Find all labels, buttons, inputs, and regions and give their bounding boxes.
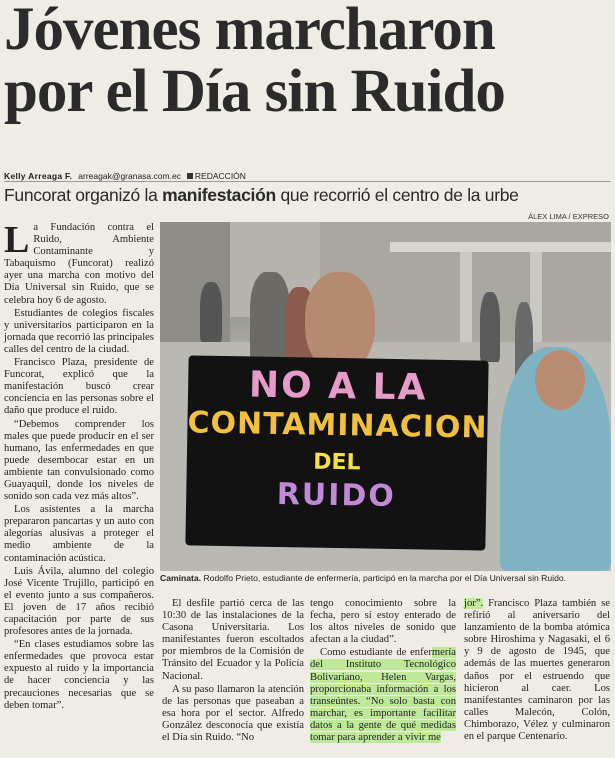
paragraph-text: a Fundación contra el Ruido, Ambiente Contaminante y Tabaquismo (Funcorat) realizó ayer una marcha con motivo del Día Universal sin Ruido, que se celebra hoy 6 de agosto.	[4, 222, 154, 306]
paragraph: tengo conocimiento sobre la fecha, pero sí estoy enterado de los altos niveles de sonido que afectan a la ciudad”.	[310, 598, 456, 646]
paragraph: Francisco Plaza, presidente de Funcorat, explicó que la manifestación buscó crear conciencia en las personas sobre el daño que produce el ruido.	[4, 357, 154, 417]
sign-line-2: CONTAMINACION	[187, 405, 488, 446]
headline-line-1: Jóvenes marcharon	[4, 0, 495, 62]
marcher-shape	[480, 292, 500, 362]
photo-credit: ÁLEX LIMA / EXPRESO	[528, 212, 609, 221]
paragraph: A su paso llamaron la atención de las personas que paseaban a esa hora por el sector. Alfredo González desconocía que existía el Día sin Ruido. “No	[162, 683, 304, 744]
marcher-shape	[200, 282, 222, 342]
marcher-shape	[250, 272, 290, 362]
highlighted-text: mería del Instituto Tecnológico Bolivariano, Helen Vargas, proporcionaba información a los transeúntes. “No solo basta con marchar, es importante facilitar datos a la gente de qué medidas tomar para aprender a vivir me	[310, 647, 456, 744]
paragraph	[4, 219, 154, 307]
subheadline-start: Funcorat organizó la	[4, 185, 163, 205]
subheadline-end: que recorrió el centro de la urbe	[275, 185, 519, 205]
byline-author: Kelly Arreaga F.	[4, 170, 73, 181]
article-column-4	[464, 598, 610, 744]
subheadline	[4, 184, 611, 206]
article-column-3	[310, 598, 456, 745]
caption-text: Rodolfo Prieto, estudiante de enfermería, participó en la marcha por el Día Universal sin Ruido.	[201, 573, 567, 583]
sign-line-3: DEL	[312, 449, 361, 476]
woman-head-shape	[535, 350, 585, 410]
byline-section	[187, 171, 246, 181]
paragraph: El desfile partió cerca de las 10:30 de las instalaciones de la Casona Universitaria. Los manifestantes fueron escoltados por miembros de la Comisión de Tránsito del Ecuador y la Policía Nacional.	[162, 598, 304, 682]
byline-email: arreagak@granasa.com.ec	[78, 170, 181, 181]
protest-sign	[185, 355, 488, 550]
paragraph: “Debemos comprender los males que puede producir en el ser humano, las enfermedades en que puede desembocar estar en un ambiente tan convulsionado como Guayaquil, donde los niveles de sonido son cada vez más altos”.	[4, 418, 154, 503]
square-bullet-icon	[187, 173, 193, 179]
paragraph: Estudiantes de colegios fiscales y universitarios participaron en la jornada que recorrió las principales calles del centro de la ciudad.	[4, 307, 154, 355]
caption-lead: Caminata.	[160, 573, 202, 583]
byline-section-label: REDACCIÓN	[194, 170, 246, 181]
photo-caption	[160, 573, 611, 584]
subheadline-bold: manifestación	[162, 185, 276, 205]
headline	[4, 0, 611, 124]
paragraph: “En clases estudiamos sobre las enfermedades que provoca estar expuesto al ruido y la importancia de hacer conciencia y las precauciones necesarias que se deben tomar”.	[4, 639, 154, 711]
drop-cap: L	[4, 219, 30, 261]
article-column-2	[162, 598, 304, 745]
sign-line-4: RUIDO	[276, 476, 397, 515]
march-photo	[160, 222, 611, 571]
article-column-1	[4, 219, 154, 713]
paragraph-text: Francisco Plaza también se refirió al aniversario del lanzamiento de la bomba atómica sobre Hiroshima y Nagasaki, el 6 y 9 de agosto de 1945, que además de las muertes generaron daños por el estruendo que hicieron al caer. Los manifestantes caminaron por las calles Malecón, Colón, Chimborazo, Vélez y culminaron en el parque Centenario.	[464, 598, 610, 743]
sign-line-1: NO A LA	[248, 364, 428, 409]
paragraph: Luis Ávila, alumno del colegio José Vicente Trujillo, participó en el evento junto a sus compañeros. El joven de 17 años recibió capacitación por parte de sus profesores antes de la jornada.	[4, 565, 154, 638]
arcade-shape	[390, 242, 611, 252]
paragraph-text: Como estudiante de enfer	[320, 647, 432, 659]
byline	[4, 170, 611, 182]
paragraph	[310, 647, 456, 744]
headline-line-2: por el Día sin Ruido	[4, 62, 505, 124]
paragraph	[464, 598, 610, 743]
paragraph: Los asistentes a la marcha prepararon pancartas y un auto con alegorías alusivas a proteger el medio ambiente de la contaminación acústica.	[4, 504, 154, 564]
highlighted-text: jor”.	[464, 598, 484, 609]
